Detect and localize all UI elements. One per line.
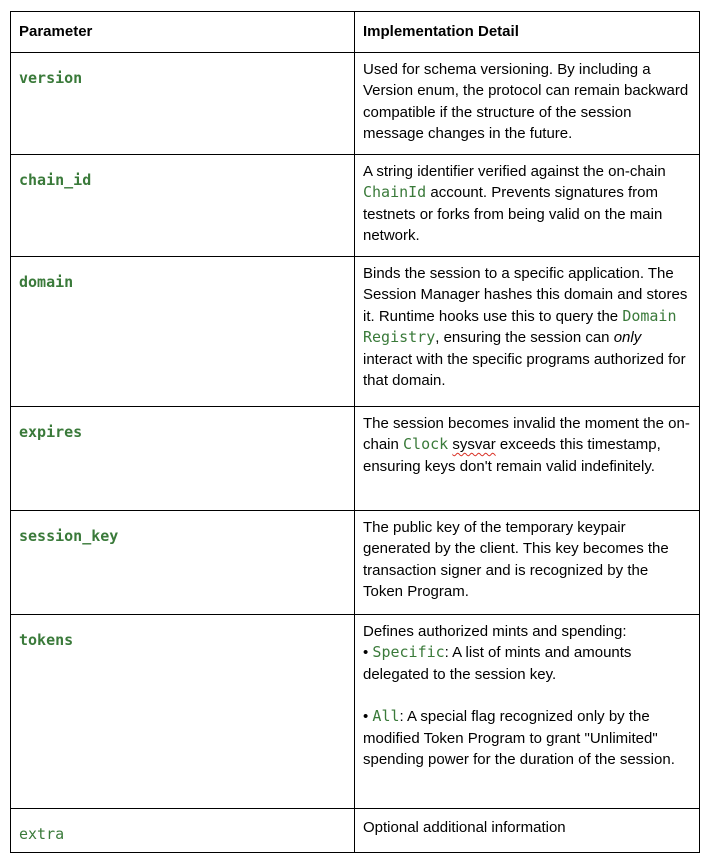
detail-cell	[355, 614, 700, 808]
param-cell	[11, 808, 355, 853]
header-parameter: Parameter	[11, 12, 355, 53]
bullet-icon: •	[363, 708, 373, 725]
detail-text: account. Prevents signatures from testnets or forks from being valid on the main network.	[363, 184, 663, 244]
detail-cell	[355, 808, 700, 853]
table-row	[11, 406, 700, 510]
param-name: tokens	[19, 630, 74, 649]
bullet-icon: •	[363, 644, 373, 661]
table-row	[11, 52, 700, 154]
bullet-item	[363, 706, 691, 771]
header-implementation-detail: Implementation Detail	[355, 12, 700, 53]
detail-text: Binds the session to a specific application. The Session Manager hashes this domain and stores it. Runtime hooks use this to query the	[363, 264, 688, 325]
detail-text: Used for schema versioning. By including a Version enum, the protocol can remain backward compatible if the structure of the session message changes in the future.	[363, 60, 689, 142]
code-specific: Specific	[372, 643, 445, 661]
bullet-text: : A special flag recognized only by the modified Token Program to grant "Unlimited" spending power for the duration of the session.	[363, 708, 675, 768]
detail-intro: Defines authorized mints and spending:	[363, 622, 627, 640]
table-row	[11, 256, 700, 406]
code-clock: Clock	[403, 435, 449, 453]
detail-cell	[355, 510, 700, 614]
detail-text: Optional additional information	[363, 818, 566, 836]
spacer	[363, 685, 691, 706]
param-name: session_key	[19, 526, 119, 545]
spellcheck-word[interactable]: sysvar	[452, 436, 496, 453]
detail-text: interact with the specific programs authorized for that domain.	[363, 350, 686, 389]
table-row	[11, 808, 700, 853]
bullet-text: : A list of mints and amounts delegated to the session key.	[363, 644, 632, 683]
bullet-item	[363, 642, 691, 685]
param-cell	[11, 406, 355, 510]
table-header-row	[11, 12, 700, 53]
code-domain-registry: Domain Registry	[363, 306, 677, 346]
param-name: chain_id	[19, 170, 92, 189]
detail-text: A string identifier verified against the on-chain	[363, 162, 666, 180]
detail-text: exceeds this timestamp, ensuring keys don't remain valid indefinitely.	[363, 436, 661, 475]
param-cell	[11, 256, 355, 406]
param-name: domain	[19, 272, 74, 291]
code-chainid: ChainId	[363, 183, 427, 201]
code-all: All	[372, 707, 400, 725]
detail-cell	[355, 256, 700, 406]
param-cell	[11, 614, 355, 808]
param-name: expires	[19, 422, 83, 441]
param-cell	[11, 510, 355, 614]
detail-text: , ensuring the session can	[435, 329, 614, 346]
parameters-table	[10, 11, 700, 853]
param-name: version	[19, 68, 83, 87]
detail-cell	[355, 406, 700, 510]
detail-text: The session becomes invalid the moment the on-chain	[363, 414, 690, 453]
detail-cell	[355, 52, 700, 154]
param-cell	[11, 52, 355, 154]
table-row	[11, 614, 700, 808]
detail-cell	[355, 154, 700, 256]
param-cell	[11, 154, 355, 256]
emphasis-only: only	[613, 329, 642, 346]
table-row	[11, 510, 700, 614]
detail-text: The public key of the temporary keypair generated by the client. This key becomes the transaction signer and is recognized by the Token Program.	[363, 518, 669, 600]
table-row	[11, 154, 700, 256]
param-name: extra	[19, 824, 65, 843]
